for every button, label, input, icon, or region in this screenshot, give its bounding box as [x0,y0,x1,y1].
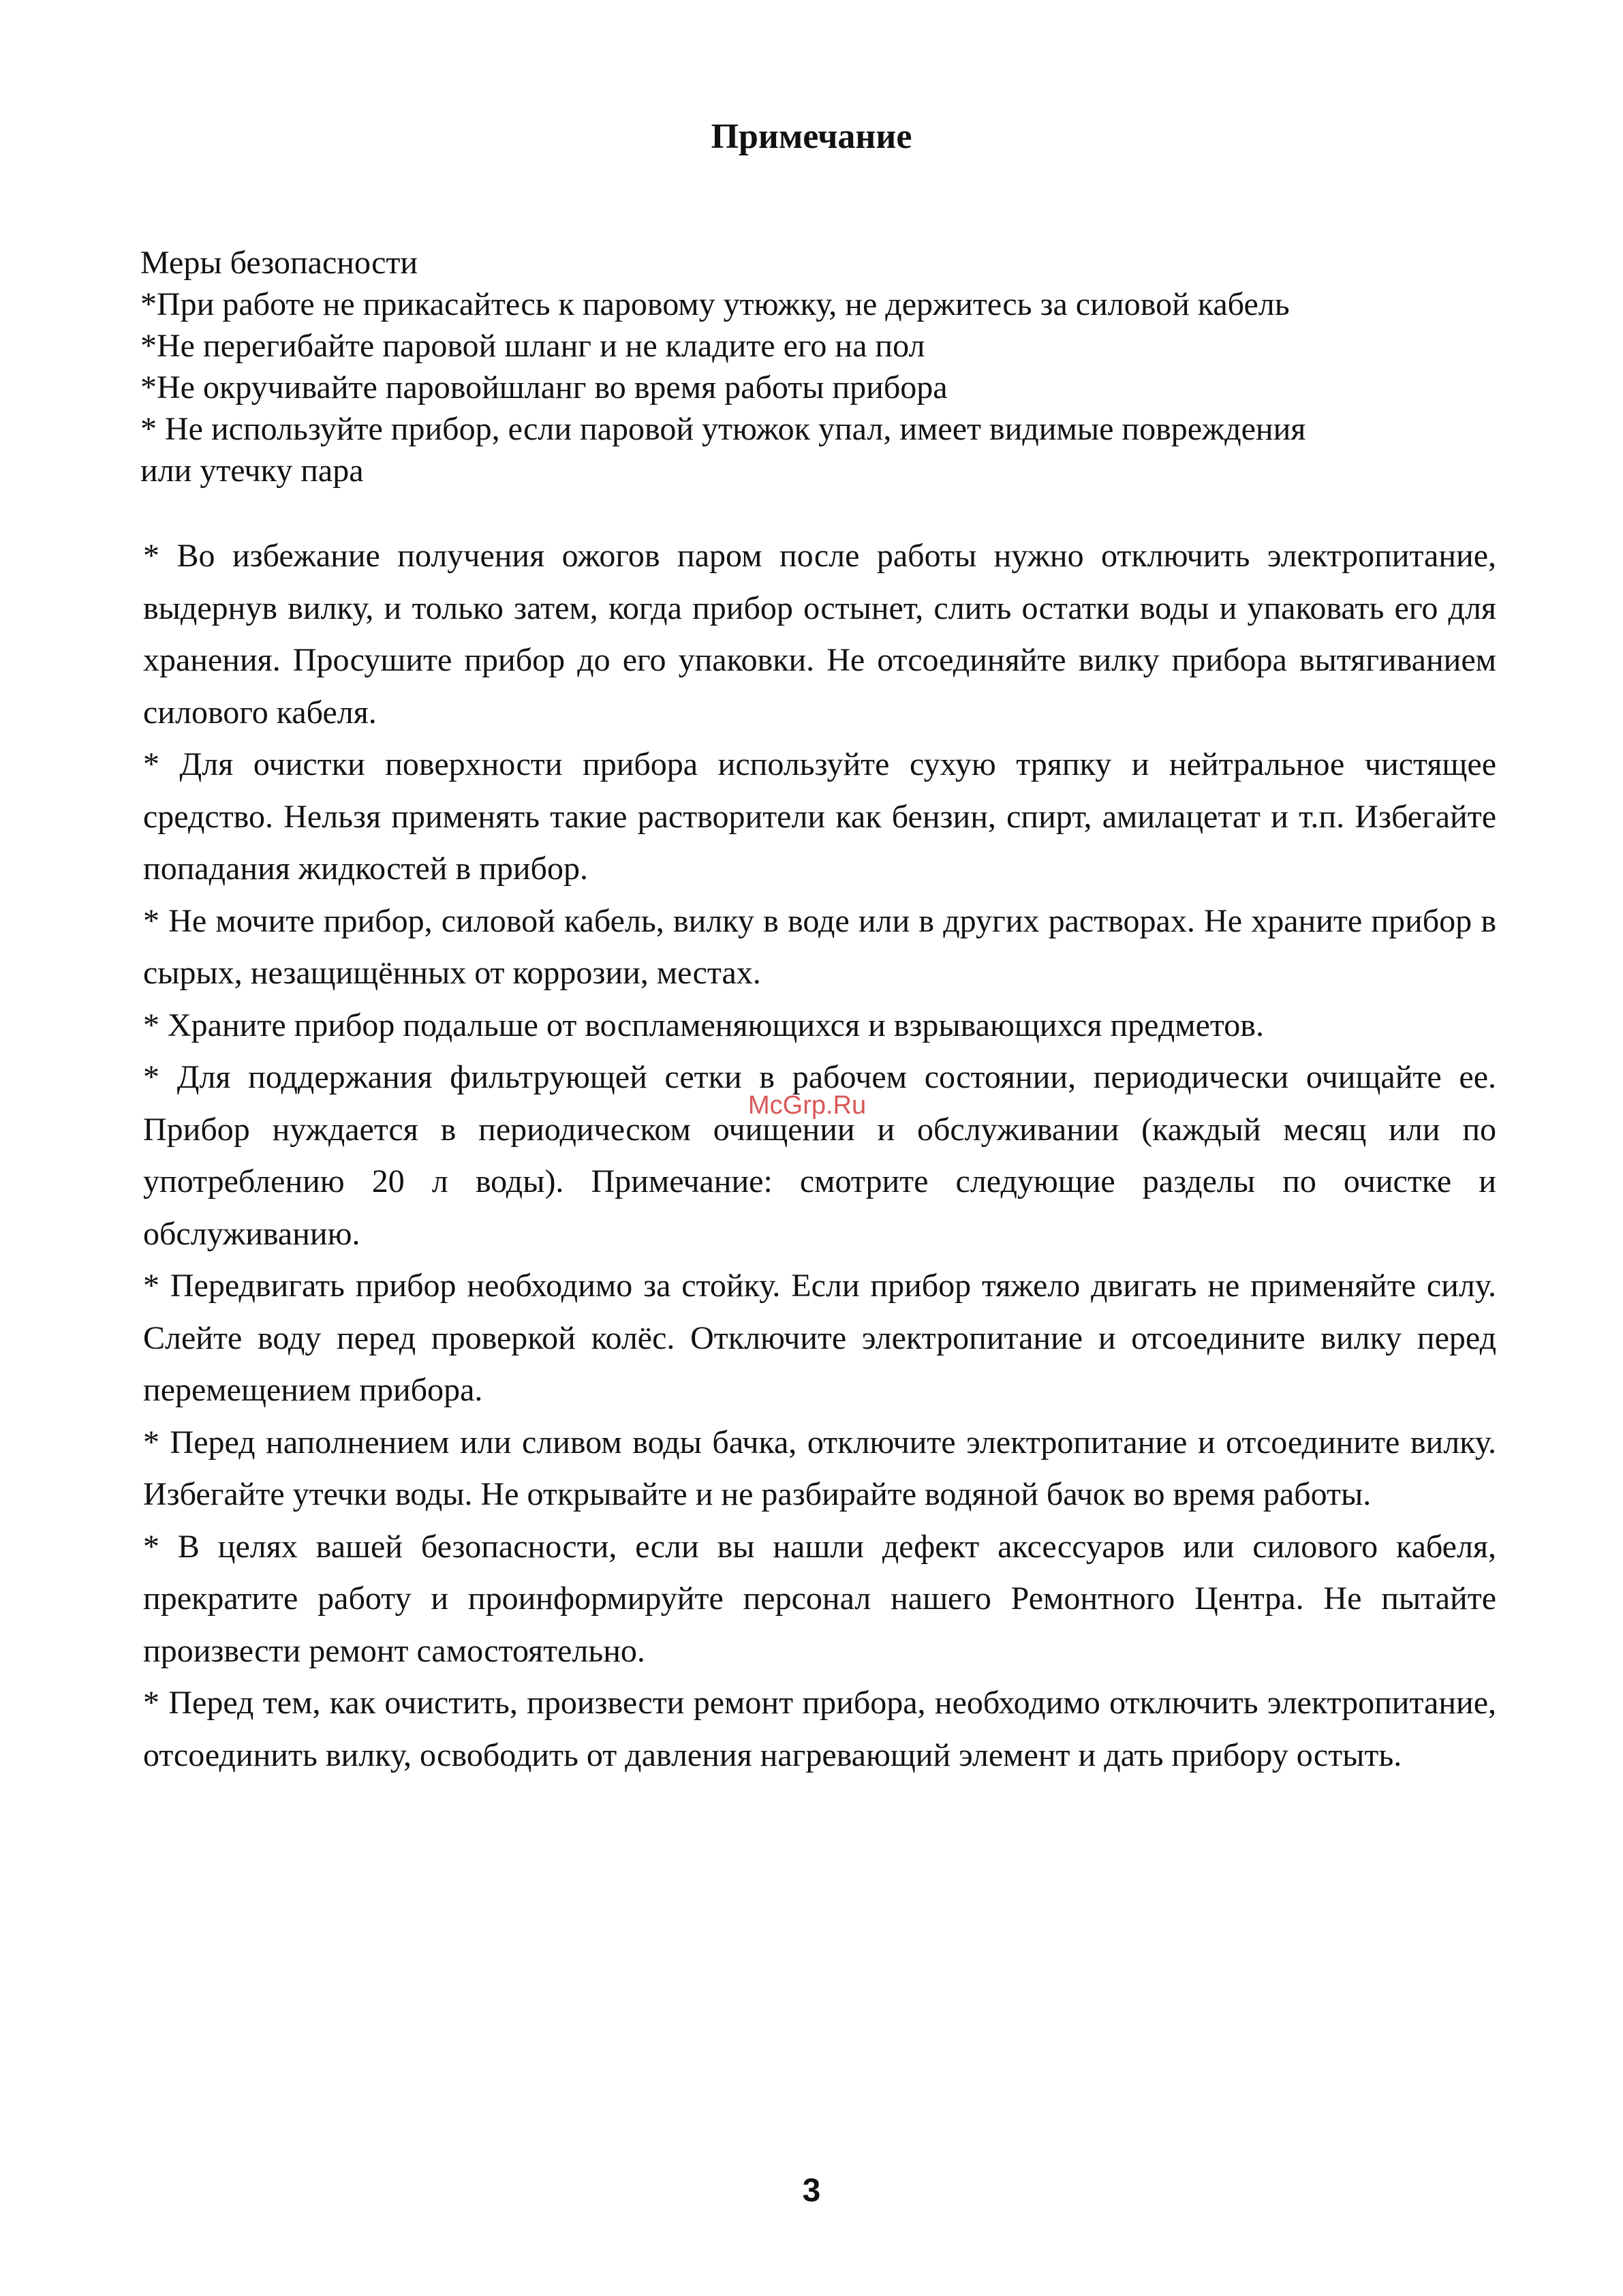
watermark: McGrp.Ru [748,1091,867,1120]
note-paragraph: * Для поддержания фильтрующей сетки в рабочем состоянии, периодически очищайте ее. Прибор нуждается в периодическом очищении и обслуживании (каждый месяц или по употреблению 20 л воды). Примечание: смотрите следующие разделы по очистке и обслуживанию. [143,1059,1496,1252]
note-paragraph: * Храните прибор подальше от воспламеняющихся и взрывающихся предметов. [143,1007,1264,1043]
safety-heading: Меры безопасности [140,245,418,281]
page-title: Примечание [711,117,912,156]
page-number: 3 [802,2173,821,2209]
note-paragraph: * Перед наполнением или сливом воды бачка, отключите электропитание и отсоедините вилку. Избегайте утечки воды. Не открывайте и не разбирайте водяной бачок во время работы. [143,1424,1496,1512]
note-paragraph: * В целях вашей безопасности, если вы нашли дефект аксессуаров или силового кабеля, прекратите работу и проинформируйте персонал нашего Ремонтного Центра. Не пытайте произвести ремонт самостоятельно. [143,1528,1496,1669]
safety-item: *Не окручивайте паровойшланг во время работы прибора [140,369,948,405]
safety-item: *Не перегибайте паровой шланг и не кладите его на пол [140,328,925,364]
safety-item: * Не используйте прибор, если паровой утюжок упал, имеет видимые повреждения [140,411,1306,447]
note-paragraph: * Для очистки поверхности прибора используйте сухую тряпку и нейтральное чистящее средство. Нельзя применять такие растворители как бензин, спирт, амилацетат и т.п. Избегайте попадания жидкостей в прибор. [143,746,1496,887]
note-paragraph: * Передвигать прибор необходимо за стойку. Если прибор тяжело двигать не применяйте силу. Слейте воду перед проверкой колёс. Отключите электропитание и отсоедините вилку перед перемещением прибора. [143,1268,1496,1408]
notes-section [143,530,1496,1781]
note-paragraph: * Перед тем, как очистить, произвести ремонт прибора, необходимо отключить электропитание, отсоединить вилку, освободить от давления нагревающий элемент и дать прибору остыть. [143,1685,1496,1773]
safety-item-continuation: или утечку пара [140,453,364,489]
safety-item: *При работе не прикасайтесь к паровому утюжку, не держитесь за силовой кабель [140,286,1290,322]
safety-section [140,242,1489,491]
note-paragraph: * Во избежание получения ожогов паром после работы нужно отключить электропитание, выдернув вилку, и только затем, когда прибор остынет, слить остатки воды и упаковать его для хранения. Просушите прибор до его упаковки. Не отсоединяйте вилку прибора вытягиванием силового кабеля. [143,538,1496,731]
note-paragraph: * Не мочите прибор, силовой кабель, вилку в воде или в других растворах. Не храните прибор в сырых, незащищённых от коррозии, местах. [143,902,1496,991]
